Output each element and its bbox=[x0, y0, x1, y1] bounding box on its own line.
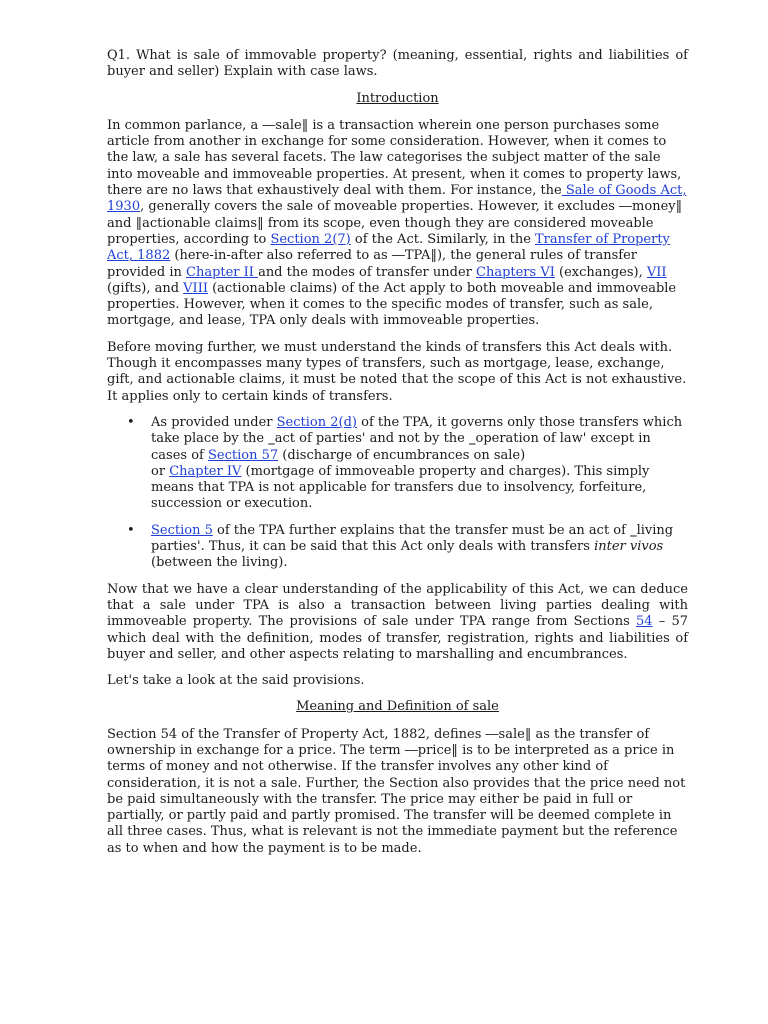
link-chapters-vi[interactable]: Chapters VI bbox=[476, 264, 555, 280]
before-paragraph: Before moving further, we must understand the kinds of transfers this Act deals with. Though it encompasses many types of transfers, such as mortgage, lease, exchange, gift, and actionable claims, it must be noted that the scope of this Act is not exhaustive. It applies only to certain kinds of transfers. bbox=[107, 339, 687, 404]
heading-meaning-definition: Meaning and Definition of sale bbox=[296, 699, 499, 715]
now-paragraph: Now that we have a clear understanding of the applicability of this Act, we can deduce that a sale under TPA is also a transaction between living parties dealing with immoveable property. The provisions of sale under TPA range from Sections 54 – 57 which deal with the definition, modes of transfer, registration, rights and liabilities of buyer and seller, and other aspects relating to marshalling and encumbrances. bbox=[107, 581, 688, 662]
link-section-54[interactable]: 54 bbox=[635, 614, 653, 630]
link-section-2-d[interactable]: Section 2(d) bbox=[276, 414, 357, 430]
lets-paragraph: Let's take a look at the said provisions. bbox=[107, 673, 365, 689]
link-chapter-ii[interactable]: Chapter II bbox=[186, 264, 259, 280]
link-chapter-iv[interactable]: Chapter IV bbox=[169, 463, 242, 479]
link-transfer-of-property-act[interactable]: Transfer of Property Act, 1882 bbox=[107, 231, 670, 264]
bullet-icon: • bbox=[127, 414, 135, 430]
question-text: Q1. What is sale of immovable property? (meaning, essential, rights and liabilities of buyer and seller) Explain with case laws. bbox=[107, 48, 688, 80]
list-item: • As provided under Section 2(d) of the TPA, it governs only those transfers which take place by the ‗act of parties' and not by the ‗operation of law' except in cases of Section 57 (discharge of encumbrances on sale) or Chapter IV (mortgage of immoveable property and charges). This simply means that TPA is not applicable for transfers due to insolvency, forfeiture, succession or execution. bbox=[127, 414, 683, 512]
list-item: • Section 5 of the TPA further explains that the transfer must be an act of ‗living parties'. Thus, it can be said that this Act only deals with transfers inter vivos (between the living). bbox=[127, 522, 674, 571]
heading-introduction: Introduction bbox=[356, 90, 439, 106]
link-section-2-7[interactable]: Section 2(7) bbox=[270, 231, 351, 247]
link-section-5[interactable]: Section 5 bbox=[151, 522, 213, 538]
intro-paragraph: In common parlance, a ―sale‖ is a transaction wherein one person purchases some article from another in exchange for some consideration. However, when it comes to the law, a sale has several facets. The law categorises the subject matter of the sale into moveable and immoveable properties. At present, when it comes to property laws, there are no laws that exhaustively deal with them. For instance, the Sale of Goods Act, 1930, generally covers the sale of moveable properties. However, it excludes ―money‖ and ‖actionable claims‖ from its scope, even though they are considered moveable properties, according to Section 2(7) of the Act. Similarly, in the Transfer of Property Act, 1882 (here-in-after also referred to as ―TPA‖), the general rules of transfer provided in Chapter II and the modes of transfer under Chapters VI (exchanges), VII (gifts), and VIII (actionable claims) of the Act apply to both moveable and immoveable properties. However, when it comes to the specific modes of transfer, such as sale, mortgage, and lease, TPA only deals with immoveable properties. bbox=[107, 117, 687, 329]
section-54-paragraph: Section 54 of the Transfer of Property Act, 1882, defines ―sale‖ as the transfer of ownership in exchange for a price. The term ―price‖ is to be interpreted as a price in terms of money and not otherwise. If the transfer involves any other kind of consideration, it is not a sale. Further, the Section also provides that the price need not be paid simultaneously with the transfer. The price may either be paid in full or partially, or partly paid and partly promised. The transfer will be deemed complete in all three cases. Thus, what is relevant is not the immediate payment but the reference as to when and how the payment is to be made. bbox=[107, 726, 686, 856]
link-sale-of-goods-act[interactable]: Sale of Goods Act, 1930 bbox=[107, 183, 687, 215]
link-chapter-viii[interactable]: VIII bbox=[183, 280, 208, 296]
scope-bullet-list bbox=[107, 415, 688, 572]
link-chapter-vii[interactable]: VII bbox=[646, 264, 667, 280]
link-section-57[interactable]: Section 57 bbox=[207, 447, 279, 463]
bullet-icon: • bbox=[127, 522, 135, 538]
